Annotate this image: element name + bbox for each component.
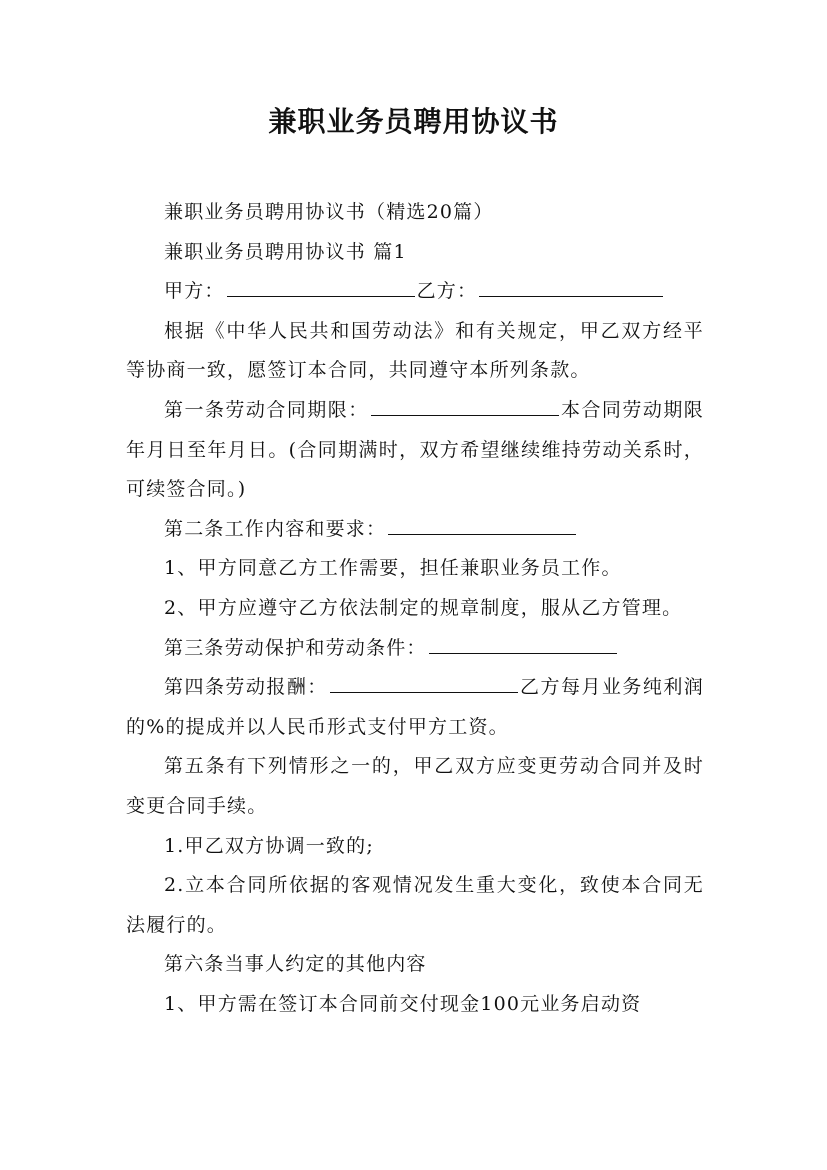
document-title: 兼职业务员聘用协议书	[268, 105, 559, 138]
party-b-label: 乙方：	[416, 280, 478, 303]
paragraph-subtitle: 兼职业务员聘用协议书（精选20篇）	[164, 201, 494, 223]
paragraph-article-3	[126, 629, 704, 669]
article-4-label: 第四条劳动报酬：	[164, 676, 328, 699]
paragraph-article-6: 第六条当事人约定的其他内容	[164, 953, 427, 976]
paragraph-article-6-item-1: 1、甲方需在签订本合同前交付现金100元业务启动资	[164, 992, 642, 1015]
paragraph-article-2	[126, 510, 704, 550]
party-b-blank-line	[479, 295, 663, 297]
paragraph-article-5-item-2: 2.立本合同所依据的客观情况发生重大变化，致使本合同无法履行的。	[126, 874, 704, 936]
article-3-blank-line	[429, 652, 617, 654]
article-1-blank-line	[371, 414, 559, 416]
paragraph-article-2-item-2: 2、甲方应遵守乙方依法制定的规章制度，服从乙方管理。	[164, 596, 683, 619]
article-1-text: 本合同劳动期限年月日至年月日。(合同期满时，双方希望继续维持劳动关系时，可续签合同。)	[126, 398, 704, 501]
party-a-blank-line	[227, 295, 415, 297]
paragraph-section-heading: 兼职业务员聘用协议书 篇1	[164, 240, 407, 263]
article-4-text: 乙方每月业务纯利润的%的提成并以人民币形式支付甲方工资。	[126, 676, 704, 738]
article-3-label: 第三条劳动保护和劳动条件：	[164, 636, 427, 659]
article-2-blank-line	[388, 533, 576, 535]
paragraph-article-5: 第五条有下列情形之一的，甲乙双方应变更劳动合同并及时变更合同手续。	[126, 755, 704, 817]
paragraph-article-5-item-1: 1.甲乙双方协调一致的;	[164, 834, 374, 857]
document-body	[126, 193, 704, 1024]
paragraph-parties	[126, 272, 704, 312]
paragraph-preamble: 根据《中华人民共和国劳动法》和有关规定，甲乙双方经平等协商一致，愿签订本合同，共同遵守本所列条款。	[126, 319, 704, 382]
article-2-label: 第二条工作内容和要求：	[164, 517, 387, 540]
article-1-label: 第一条劳动合同期限：	[164, 398, 369, 421]
article-4-blank-line	[330, 691, 518, 693]
paragraph-article-4	[126, 668, 704, 747]
paragraph-article-2-item-1: 1、甲方同意乙方工作需要，担任兼职业务员工作。	[164, 557, 622, 580]
paragraph-article-1	[126, 391, 704, 510]
party-a-label: 甲方：	[164, 280, 225, 303]
